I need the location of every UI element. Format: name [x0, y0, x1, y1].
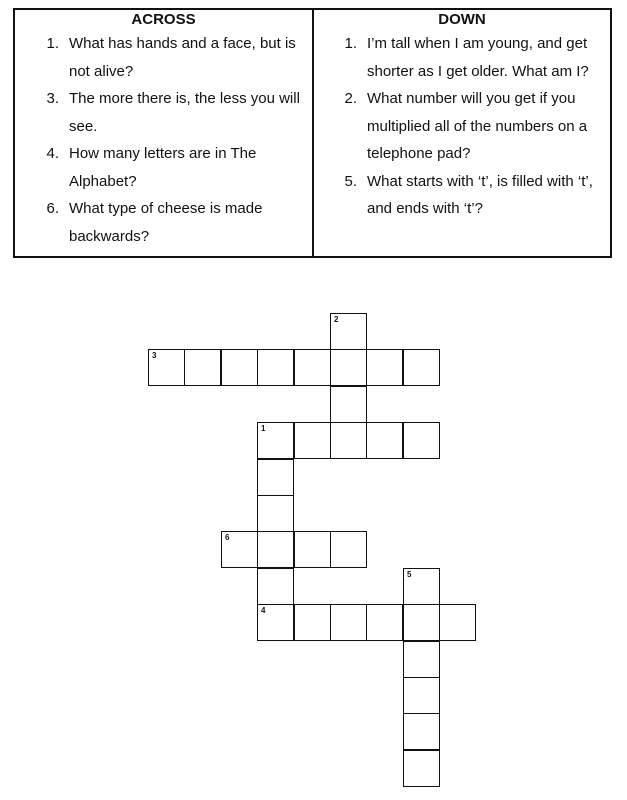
crossword-cell[interactable] [403, 604, 440, 641]
crossword-cell[interactable] [330, 422, 367, 459]
crossword-cell[interactable] [148, 349, 185, 386]
crossword-cell[interactable] [330, 386, 367, 423]
clue-number: 1. [46, 35, 59, 52]
crossword-cell[interactable] [257, 495, 294, 532]
crossword-cell[interactable] [403, 349, 440, 386]
clue-text: How many letters are in The Alphabet? [69, 145, 257, 190]
crossword-cell[interactable] [221, 349, 258, 386]
cell-number: 2 [334, 315, 339, 324]
crossword-cell[interactable] [403, 750, 440, 787]
crossword-cell[interactable] [403, 713, 440, 750]
cell-number: 1 [261, 424, 266, 433]
clue-text: What number will you get if you multiplied all of the numbers on a telephone pad? [367, 90, 588, 162]
cell-number: 6 [225, 533, 230, 542]
cell-number: 5 [407, 570, 412, 579]
across-header: ACROSS [131, 11, 196, 28]
clue-text: I’m tall when I am young, and get shorter as I get older. What am I? [367, 35, 589, 80]
crossword-cell[interactable] [257, 459, 294, 496]
crossword-cell[interactable] [294, 349, 331, 386]
crossword-cell[interactable] [184, 349, 221, 386]
crossword-cell[interactable] [439, 604, 476, 641]
cell-number: 3 [152, 351, 157, 360]
crossword-cell[interactable] [366, 349, 403, 386]
clue-text: The more there is, the less you will see. [69, 90, 300, 135]
clue-number: 1. [344, 35, 357, 52]
down-header: DOWN [438, 11, 486, 28]
crossword-cell[interactable] [221, 531, 258, 568]
clue-number: 5. [344, 172, 357, 190]
crossword-cell[interactable] [257, 604, 294, 641]
crossword-cell[interactable] [330, 604, 367, 641]
crossword-cell[interactable] [403, 422, 440, 459]
clue-text: What has hands and a face, but is not alive? [69, 35, 296, 80]
crossword-cell[interactable] [257, 349, 294, 386]
clue-number: 2. [344, 90, 357, 107]
crossword-cell[interactable] [257, 568, 294, 605]
crossword-cell[interactable] [330, 531, 367, 568]
crossword-cell[interactable] [330, 313, 367, 350]
crossword-cell[interactable] [294, 531, 331, 568]
clue-text: What starts with ‘t’, is filled with ‘t’, and ends with ‘t’? [367, 172, 593, 217]
crossword-cell[interactable] [330, 349, 367, 386]
crossword-cell[interactable] [294, 422, 331, 459]
crossword-cell[interactable] [257, 422, 294, 459]
crossword-cell[interactable] [257, 531, 294, 568]
clue-number: 3. [46, 90, 59, 107]
crossword-cell[interactable] [366, 604, 403, 641]
clue-text: What type of cheese is made backwards? [69, 200, 263, 245]
cell-number: 4 [261, 606, 266, 615]
crossword-cell[interactable] [403, 641, 440, 678]
clue-number: 6. [46, 200, 59, 217]
crossword-cell[interactable] [366, 422, 403, 459]
crossword-cell[interactable] [403, 677, 440, 714]
crossword-cell[interactable] [294, 604, 331, 641]
clue-number: 4. [46, 145, 59, 162]
crossword-cell[interactable] [403, 568, 440, 605]
